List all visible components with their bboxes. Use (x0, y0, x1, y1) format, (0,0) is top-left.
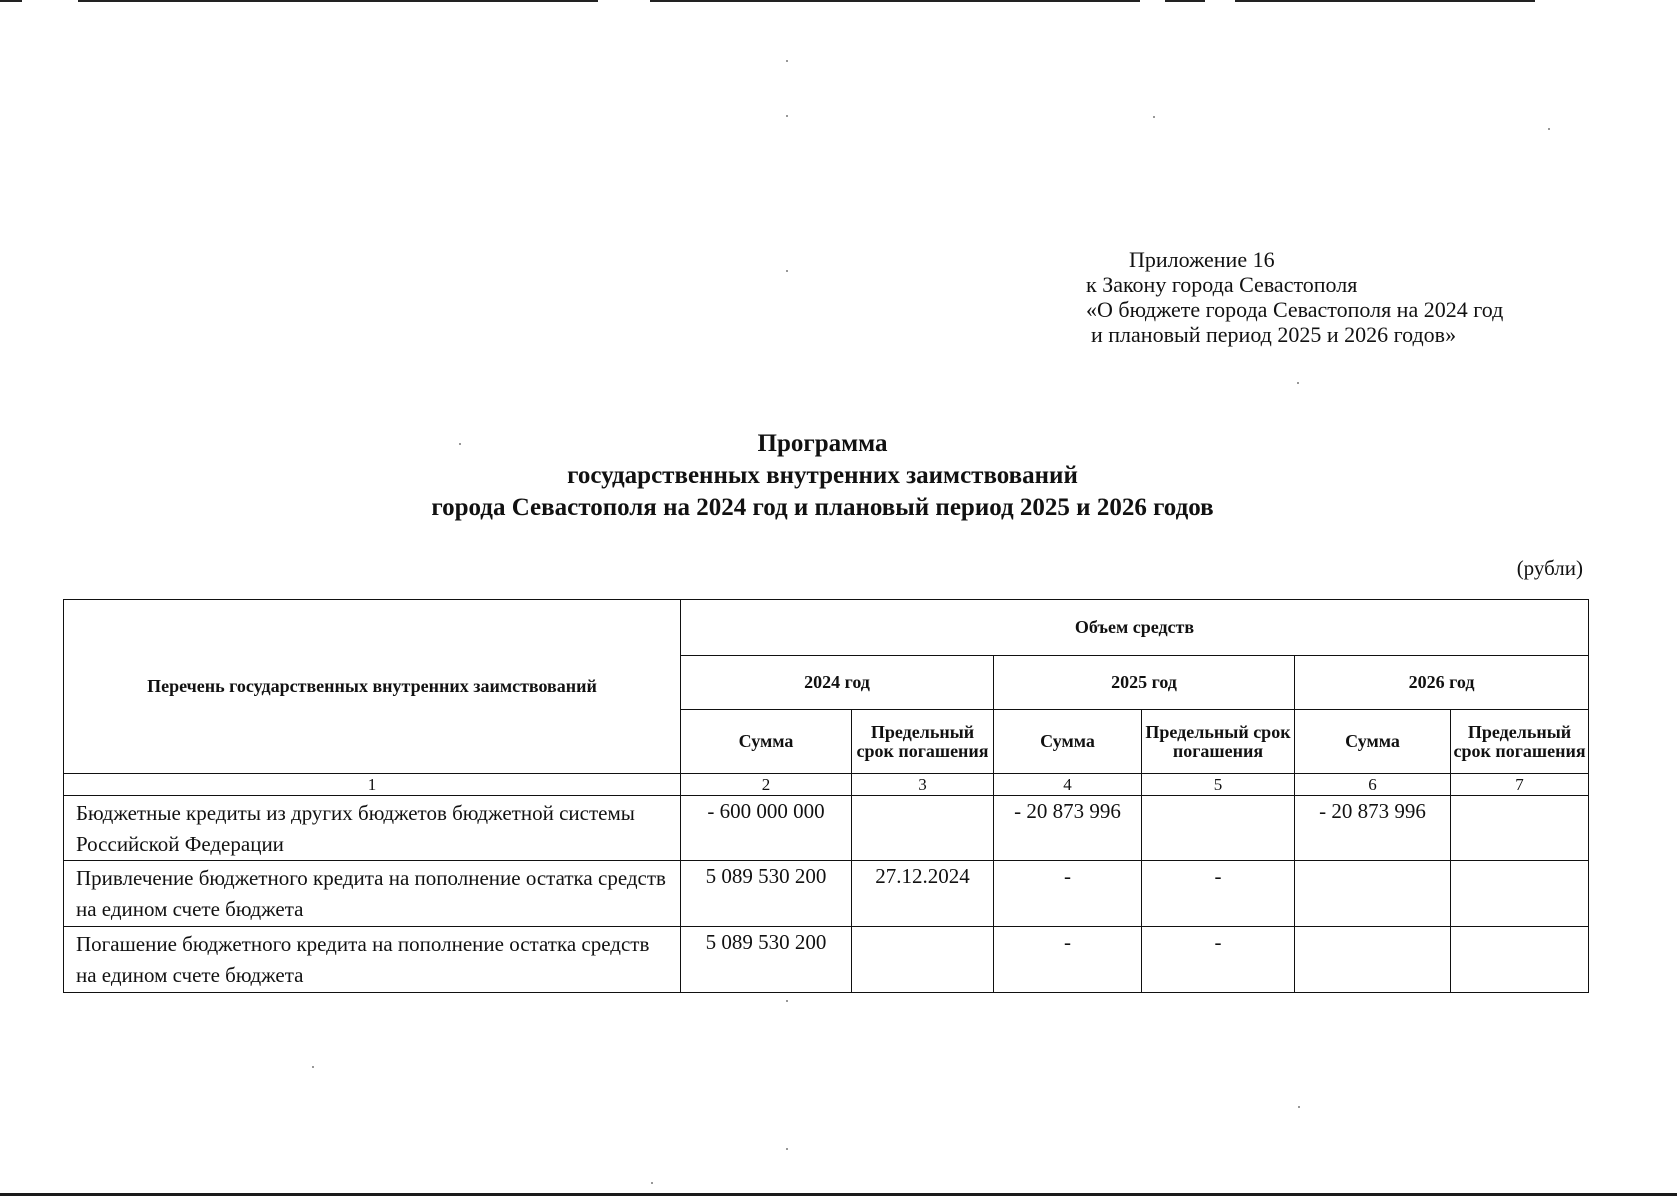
term-2026-cell (1451, 796, 1589, 861)
column-number: 5 (1142, 774, 1295, 796)
appendix-line: и плановый период 2025 и 2026 годов» (1091, 322, 1457, 347)
list-header: Перечень государственных внутренних заимствований (64, 600, 681, 774)
borrowing-name: Привлечение бюджетного кредита на пополнение остатка средств на едином счете бюджета (64, 861, 681, 927)
sum-header: Сумма (994, 710, 1142, 774)
sum-2026-cell: - 20 873 996 (1295, 796, 1451, 861)
term-header: Предельный срок погашения (1142, 710, 1295, 774)
term-2024-cell (852, 796, 994, 861)
term-2024-cell (852, 927, 994, 993)
term-2025-cell: - (1142, 927, 1295, 993)
column-number: 2 (681, 774, 852, 796)
scan-speck (651, 1182, 653, 1184)
title-line: государственных внутренних заимствований (567, 462, 1078, 489)
sum-2024-cell: 5 089 530 200 (681, 927, 852, 993)
scan-speck (1297, 382, 1299, 384)
year-header: 2026 год (1295, 656, 1589, 710)
appendix-line: к Закону города Севастополя (1086, 272, 1358, 297)
term-2026-cell (1451, 927, 1589, 993)
sum-2026-cell (1295, 861, 1451, 927)
scan-bottom-edge (0, 1193, 1677, 1196)
column-number: 6 (1295, 774, 1451, 796)
year-header: 2025 год (994, 656, 1295, 710)
column-number: 3 (852, 774, 994, 796)
sum-2024-cell: 5 089 530 200 (681, 861, 852, 927)
unit-label: (рубли) (1516, 556, 1583, 580)
scan-speck (1153, 116, 1155, 118)
title-line: Программа (757, 430, 888, 457)
sum-2025-cell: - 20 873 996 (994, 796, 1142, 861)
sum-header: Сумма (1295, 710, 1451, 774)
scan-speck (312, 1066, 314, 1068)
sum-2025-cell: - (994, 927, 1142, 993)
scan-speck (786, 115, 788, 117)
sum-header: Сумма (681, 710, 852, 774)
column-number: 4 (994, 774, 1142, 796)
document-title (0, 428, 1645, 524)
table-row (64, 796, 1589, 861)
term-2025-cell (1142, 796, 1295, 861)
table-row (64, 861, 1589, 927)
term-header: Предельный срок погашения (1451, 710, 1589, 774)
column-number-row (64, 774, 1589, 796)
appendix-line: Приложение 16 (1129, 247, 1275, 272)
term-2025-cell: - (1142, 861, 1295, 927)
sum-2025-cell: - (994, 861, 1142, 927)
sum-2026-cell (1295, 927, 1451, 993)
scan-speck (786, 1000, 788, 1002)
header-row (64, 600, 1589, 656)
column-number: 7 (1451, 774, 1589, 796)
term-2026-cell (1451, 861, 1589, 927)
column-number: 1 (64, 774, 681, 796)
scan-speck (786, 60, 788, 62)
appendix-header (1086, 247, 1566, 347)
term-header: Предельный срок погашения (852, 710, 994, 774)
year-header: 2024 год (681, 656, 994, 710)
scan-speck (786, 270, 788, 272)
table-row (64, 927, 1589, 993)
scan-speck (1298, 1106, 1300, 1108)
borrowing-name: Бюджетные кредиты из других бюджетов бюджетной системы Российской Федерации (64, 796, 681, 861)
scan-top-edge (0, 0, 1677, 2)
sum-2024-cell: - 600 000 000 (681, 796, 852, 861)
scan-speck (1548, 128, 1550, 130)
appendix-line: «О бюджете города Севастополя на 2024 год (1086, 297, 1504, 322)
volume-header: Объем средств (681, 600, 1589, 656)
term-2024-cell: 27.12.2024 (852, 861, 994, 927)
title-line: города Севастополя на 2024 год и плановый период 2025 и 2026 годов (431, 494, 1214, 521)
borrowings-table (63, 599, 1589, 993)
scan-speck (786, 1148, 788, 1150)
borrowing-name: Погашение бюджетного кредита на пополнение остатка средств на едином счете бюджета (64, 927, 681, 993)
